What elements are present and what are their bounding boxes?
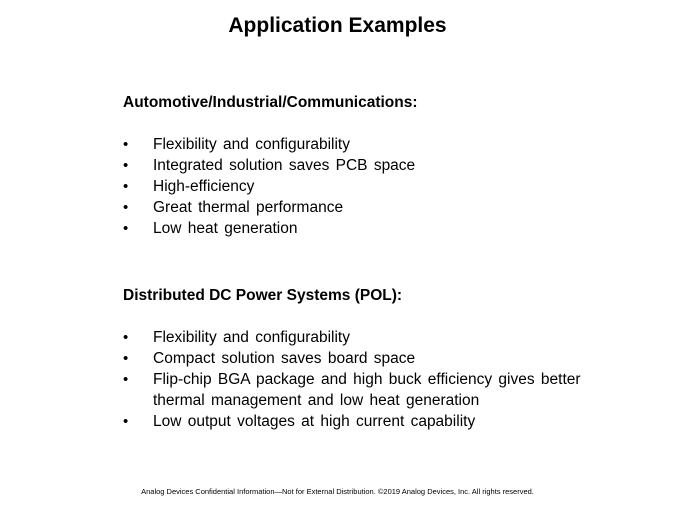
slide-title: Application Examples: [228, 14, 447, 37]
section-heading: Automotive/Industrial/Communications:: [123, 94, 418, 111]
bullet-text: Integrated solution saves PCB space: [153, 157, 416, 174]
bullet-text: Flexibility and configurability: [153, 136, 350, 153]
bullet-icon: •: [123, 199, 129, 216]
bullet-text: Compact solution saves board space: [153, 350, 416, 367]
bullet-text: Flip-chip BGA package and high buck efficiency gives better thermal management and low heat generation: [153, 371, 581, 409]
bullet-text: Great thermal performance: [153, 199, 344, 216]
section-automotive: [123, 92, 643, 239]
bullet-icon: •: [123, 220, 129, 237]
footer-confidential-notice: Analog Devices Confidential Information—Not for External Distribution. ©2019 Analog Devices, Inc. All rights reserved.: [141, 487, 534, 496]
list-item: [123, 369, 593, 411]
list-item: [123, 218, 643, 239]
list-item: [123, 197, 643, 218]
bullet-icon: •: [123, 350, 129, 367]
list-item: [123, 176, 643, 197]
bullet-list: [123, 327, 643, 432]
bullet-icon: •: [123, 329, 129, 346]
bullet-icon: •: [123, 371, 129, 388]
list-item: [123, 155, 643, 176]
list-item: [123, 348, 643, 369]
bullet-icon: •: [123, 413, 129, 430]
list-item: [123, 411, 643, 432]
bullet-icon: •: [123, 136, 129, 153]
bullet-list: [123, 134, 643, 239]
bullet-text: Flexibility and configurability: [153, 329, 350, 346]
list-item: [123, 134, 643, 155]
section-heading: Distributed DC Power Systems (POL):: [123, 287, 403, 304]
bullet-icon: •: [123, 178, 129, 195]
bullet-icon: •: [123, 157, 129, 174]
bullet-text: High-efficiency: [153, 178, 255, 195]
bullet-text: Low heat generation: [153, 220, 298, 237]
section-distributed-power: [123, 285, 643, 432]
list-item: [123, 327, 643, 348]
bullet-text: Low output voltages at high current capability: [153, 413, 476, 430]
